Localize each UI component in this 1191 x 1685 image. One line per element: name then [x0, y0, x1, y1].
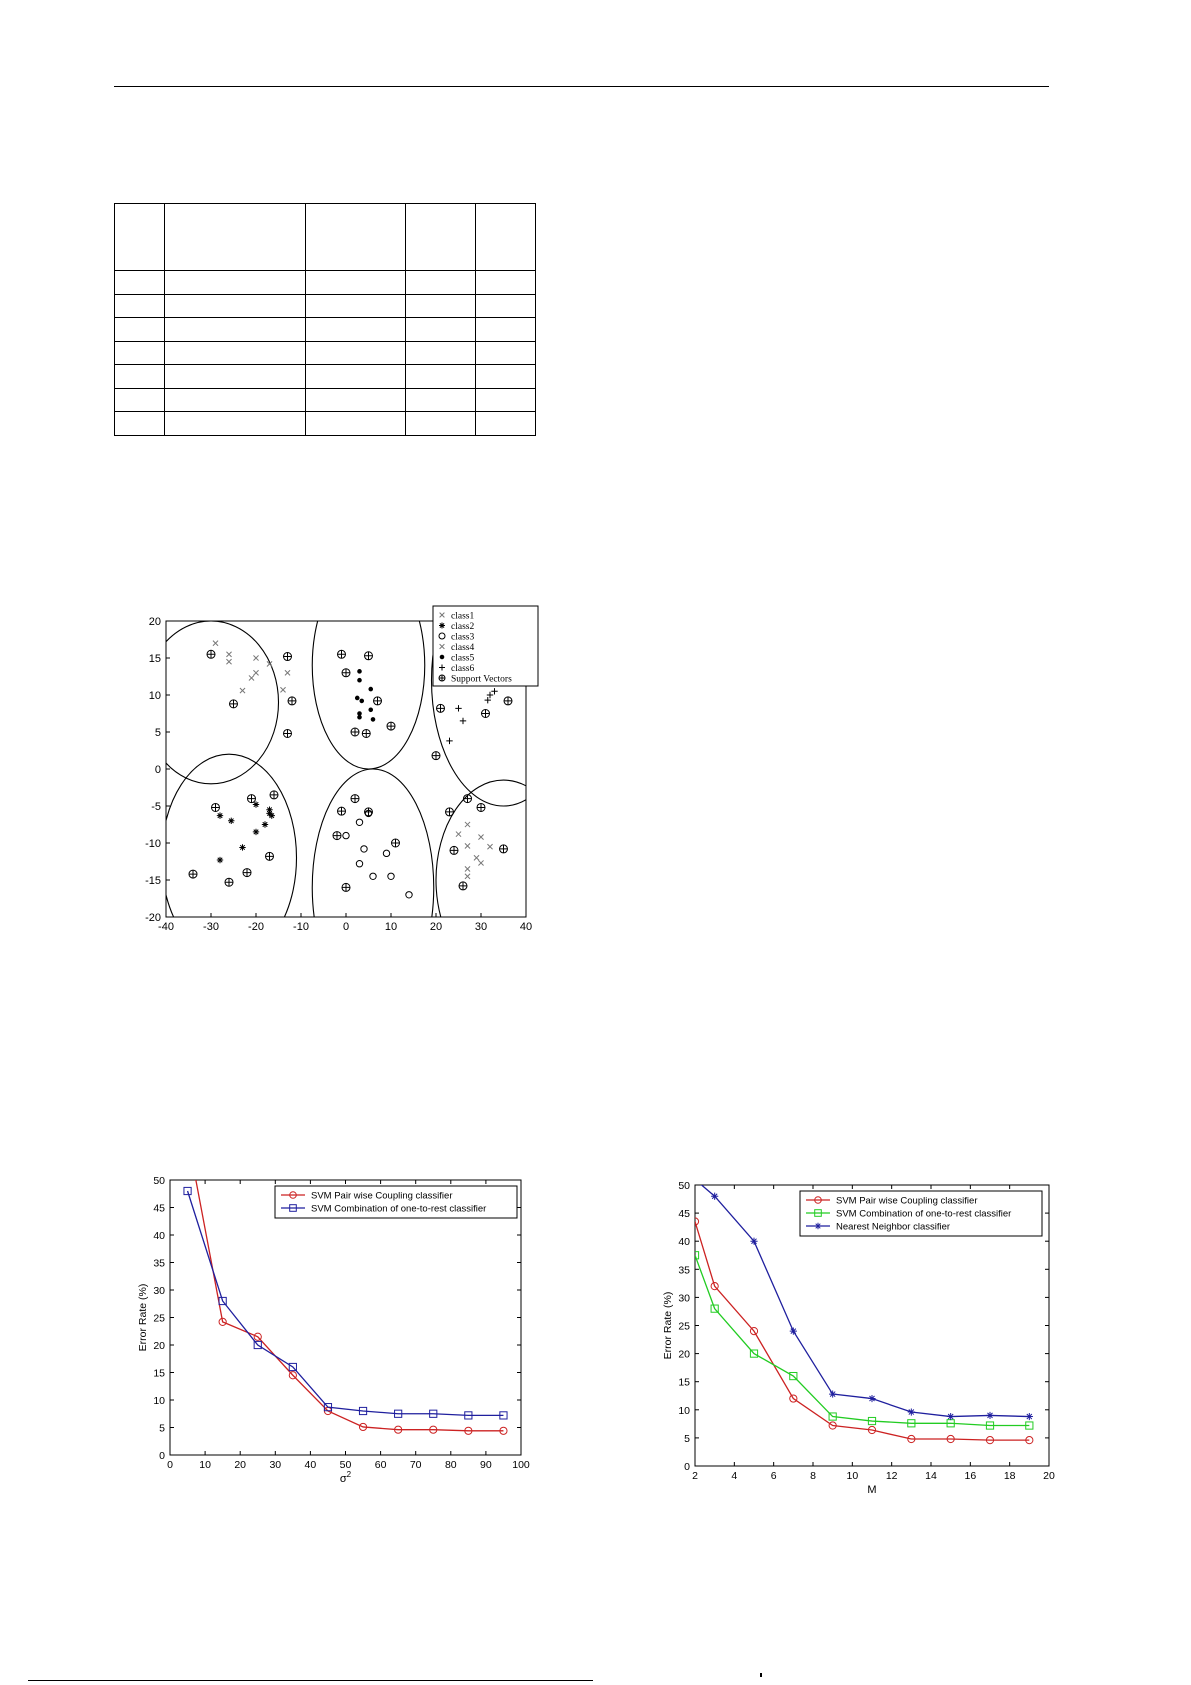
class5-point	[369, 708, 373, 712]
support-vector-point	[230, 700, 238, 708]
support-vector-point	[477, 803, 485, 811]
support-vector-point	[189, 870, 197, 878]
x-tick-label: 30	[474, 921, 488, 932]
class5-point	[360, 699, 364, 703]
legend-marker	[439, 675, 445, 681]
y-tick-label: 50	[153, 1175, 165, 1187]
x-tick-label: 20	[429, 921, 443, 932]
support-vector-point	[362, 729, 370, 737]
support-vector-point	[333, 832, 341, 840]
y-tick-label: 25	[678, 1320, 690, 1333]
support-vector-point	[351, 795, 359, 803]
legend-marker-shape	[439, 623, 445, 629]
footnote-rule	[28, 1680, 593, 1681]
data-point	[691, 1176, 698, 1183]
support-vector-point	[270, 791, 278, 799]
y-tick-label: 30	[153, 1285, 165, 1297]
table-row	[115, 388, 536, 412]
class5-point-shape	[369, 708, 373, 712]
x-tick-label: 8	[810, 1470, 816, 1482]
support-vector-point	[225, 878, 233, 886]
y-tick-label: 0	[684, 1461, 690, 1473]
y-tick-label: 40	[153, 1230, 165, 1242]
class2-point-shape	[228, 818, 234, 824]
table-header-row	[115, 204, 536, 271]
legend-label: SVM Pair wise Coupling classifier	[311, 1190, 453, 1202]
class2-point-shape	[217, 812, 223, 818]
support-vector-point	[338, 807, 346, 815]
support-vector-point	[351, 728, 359, 736]
class5-point	[358, 712, 362, 716]
table-row	[115, 365, 536, 389]
y-tick-label: 20	[148, 616, 161, 628]
class5-point	[355, 696, 359, 700]
y-tick-label: -15	[145, 875, 161, 887]
x-tick-label: 0	[167, 1459, 173, 1471]
support-vector-point	[482, 710, 490, 718]
class2-point	[239, 844, 245, 850]
y-tick-label: 20	[678, 1348, 690, 1361]
legend-label: class4	[451, 643, 475, 653]
plot-area	[170, 1180, 521, 1455]
class5-point	[358, 670, 362, 674]
x-tick-label: -40	[158, 921, 174, 932]
y-tick-label: 45	[678, 1208, 690, 1221]
x-tick-label: 70	[409, 1459, 422, 1471]
y-tick-label: -10	[145, 838, 161, 850]
support-vector-point	[365, 652, 373, 660]
y-tick-label: 15	[153, 1367, 165, 1380]
x-tick-label: 10	[846, 1470, 859, 1482]
x-tick-label: 14	[925, 1470, 937, 1482]
class2-point-shape	[262, 821, 268, 827]
y-tick-label: 10	[678, 1404, 690, 1417]
x-tick-label: 80	[444, 1459, 457, 1471]
x-tick-label: 2	[692, 1470, 698, 1482]
support-vector-point	[338, 650, 346, 658]
support-vector-point	[504, 697, 512, 705]
class2-point-shape	[253, 829, 259, 835]
footer-mark	[760, 1673, 762, 1677]
class5-point-shape	[369, 687, 373, 691]
support-vector-point	[365, 808, 373, 816]
support-vector-point	[248, 795, 256, 803]
class5-point	[371, 718, 375, 722]
y-tick-label: 5	[684, 1432, 690, 1445]
legend-marker	[439, 623, 445, 629]
x-tick-label: 20	[1043, 1470, 1055, 1482]
class5-point-shape	[358, 670, 362, 674]
legend-label: SVM Combination of one-to-rest classifier	[836, 1208, 1012, 1220]
legend-label: class2	[451, 622, 475, 632]
x-tick-label: -10	[293, 921, 309, 932]
x-tick-label: -30	[203, 921, 219, 932]
class5-point	[358, 678, 362, 682]
support-vector-point	[284, 653, 292, 661]
class5-point	[369, 687, 373, 691]
support-vector-point	[342, 883, 350, 891]
y-tick-label: 20	[153, 1340, 165, 1352]
class5-point-shape	[358, 712, 362, 716]
scatter-figure	[130, 596, 550, 932]
legend-label: class6	[451, 664, 475, 674]
class5-point-shape	[371, 718, 375, 722]
y-tick-label: -5	[151, 801, 161, 813]
x-tick-label: 10	[199, 1459, 211, 1471]
class5-point-shape	[355, 696, 359, 700]
y-tick-label: -20	[145, 912, 161, 924]
support-vector-point	[459, 882, 467, 890]
class2-point-shape	[239, 844, 245, 850]
y-tick-label: 50	[678, 1180, 690, 1192]
legend-label: class1	[451, 611, 475, 622]
y-tick-label: 10	[148, 690, 161, 702]
x-tick-label: 18	[1003, 1470, 1016, 1482]
data-point-shape	[691, 1176, 698, 1183]
x-tick-label: 40	[519, 921, 533, 932]
support-vector-point	[284, 729, 292, 737]
support-vector-point	[392, 839, 400, 847]
y-tick-label: 30	[678, 1292, 690, 1305]
class5-point-shape	[360, 699, 364, 703]
x-tick-label: 6	[770, 1470, 777, 1482]
error-vs-sigma-figure	[130, 1170, 530, 1490]
legend-label: class3	[451, 632, 475, 643]
y-tick-label: 15	[148, 653, 161, 665]
support-vector-point	[464, 795, 472, 803]
class5-point	[358, 715, 362, 719]
support-vector-point	[243, 869, 251, 877]
legend-marker	[440, 655, 444, 659]
class2-point	[262, 821, 268, 827]
y-tick-label: 0	[159, 1450, 165, 1462]
x-tick-label: 40	[304, 1459, 317, 1471]
class2-point-shape	[217, 857, 223, 863]
x-tick-label: 12	[885, 1470, 898, 1482]
table-row	[115, 294, 536, 318]
x-tick-label: 50	[339, 1459, 352, 1471]
x-tick-label: 4	[731, 1470, 738, 1482]
class2-point	[253, 829, 259, 835]
header-rule	[114, 86, 1049, 87]
support-vector-point	[374, 697, 382, 705]
support-vector-point	[446, 808, 454, 816]
table-row	[115, 412, 536, 436]
y-tick-label: 10	[153, 1395, 165, 1407]
class5-point-shape	[358, 715, 362, 719]
support-vector-point	[266, 852, 274, 860]
y-axis-label: Error Rate (%)	[137, 1283, 149, 1352]
class2-point	[228, 818, 234, 824]
class5-point-shape	[358, 678, 362, 682]
y-tick-label: 25	[153, 1312, 165, 1325]
support-vector-point	[387, 722, 395, 730]
table-row	[115, 318, 536, 342]
x-tick-label: 30	[269, 1459, 282, 1471]
support-vector-point	[288, 697, 296, 705]
y-tick-label: 0	[154, 764, 161, 776]
table-row	[115, 341, 536, 365]
x-tick-label: 0	[342, 921, 350, 932]
support-vector-point	[207, 650, 215, 658]
support-vector-point	[437, 704, 445, 712]
y-tick-label: 40	[678, 1236, 690, 1249]
x-tick-label: -20	[248, 921, 264, 932]
y-tick-label: 45	[153, 1202, 165, 1215]
x-tick-label: 20	[234, 1459, 247, 1471]
x-tick-label: 16	[964, 1470, 977, 1482]
legend-label: class5	[451, 653, 475, 664]
support-vector-point	[342, 669, 350, 677]
y-tick-label: 35	[153, 1257, 165, 1270]
x-tick-label: 100	[512, 1459, 530, 1471]
y-tick-label: 35	[678, 1264, 690, 1277]
x-tick-label: 10	[384, 921, 398, 932]
support-vector-point	[432, 752, 440, 760]
y-axis-label: Error Rate (%)	[662, 1291, 674, 1360]
legend-label: SVM Combination of one-to-rest classifier	[311, 1203, 487, 1215]
y-tick-label: 5	[154, 727, 161, 739]
y-tick-label: 15	[678, 1376, 690, 1389]
legend-marker-shape	[440, 655, 444, 659]
data-table	[114, 203, 536, 436]
x-axis-label: M	[867, 1484, 877, 1495]
class2-point	[217, 857, 223, 863]
support-vector-point	[212, 803, 220, 811]
legend-label: Nearest Neighbor classifier	[836, 1221, 951, 1233]
error-vs-m-figure	[655, 1175, 1055, 1495]
x-tick-label: 90	[480, 1459, 492, 1471]
class2-point	[217, 812, 223, 818]
legend-label: SVM Pair wise Coupling classifier	[836, 1195, 978, 1207]
x-axis-label: $\sigma^2$	[339, 1470, 352, 1485]
y-tick-label: 5	[159, 1422, 165, 1435]
support-vector-point	[500, 845, 508, 853]
x-tick-label: 60	[374, 1459, 387, 1471]
support-vector-point	[450, 846, 458, 854]
table-row	[115, 271, 536, 295]
legend-label: Support Vectors	[451, 674, 512, 685]
